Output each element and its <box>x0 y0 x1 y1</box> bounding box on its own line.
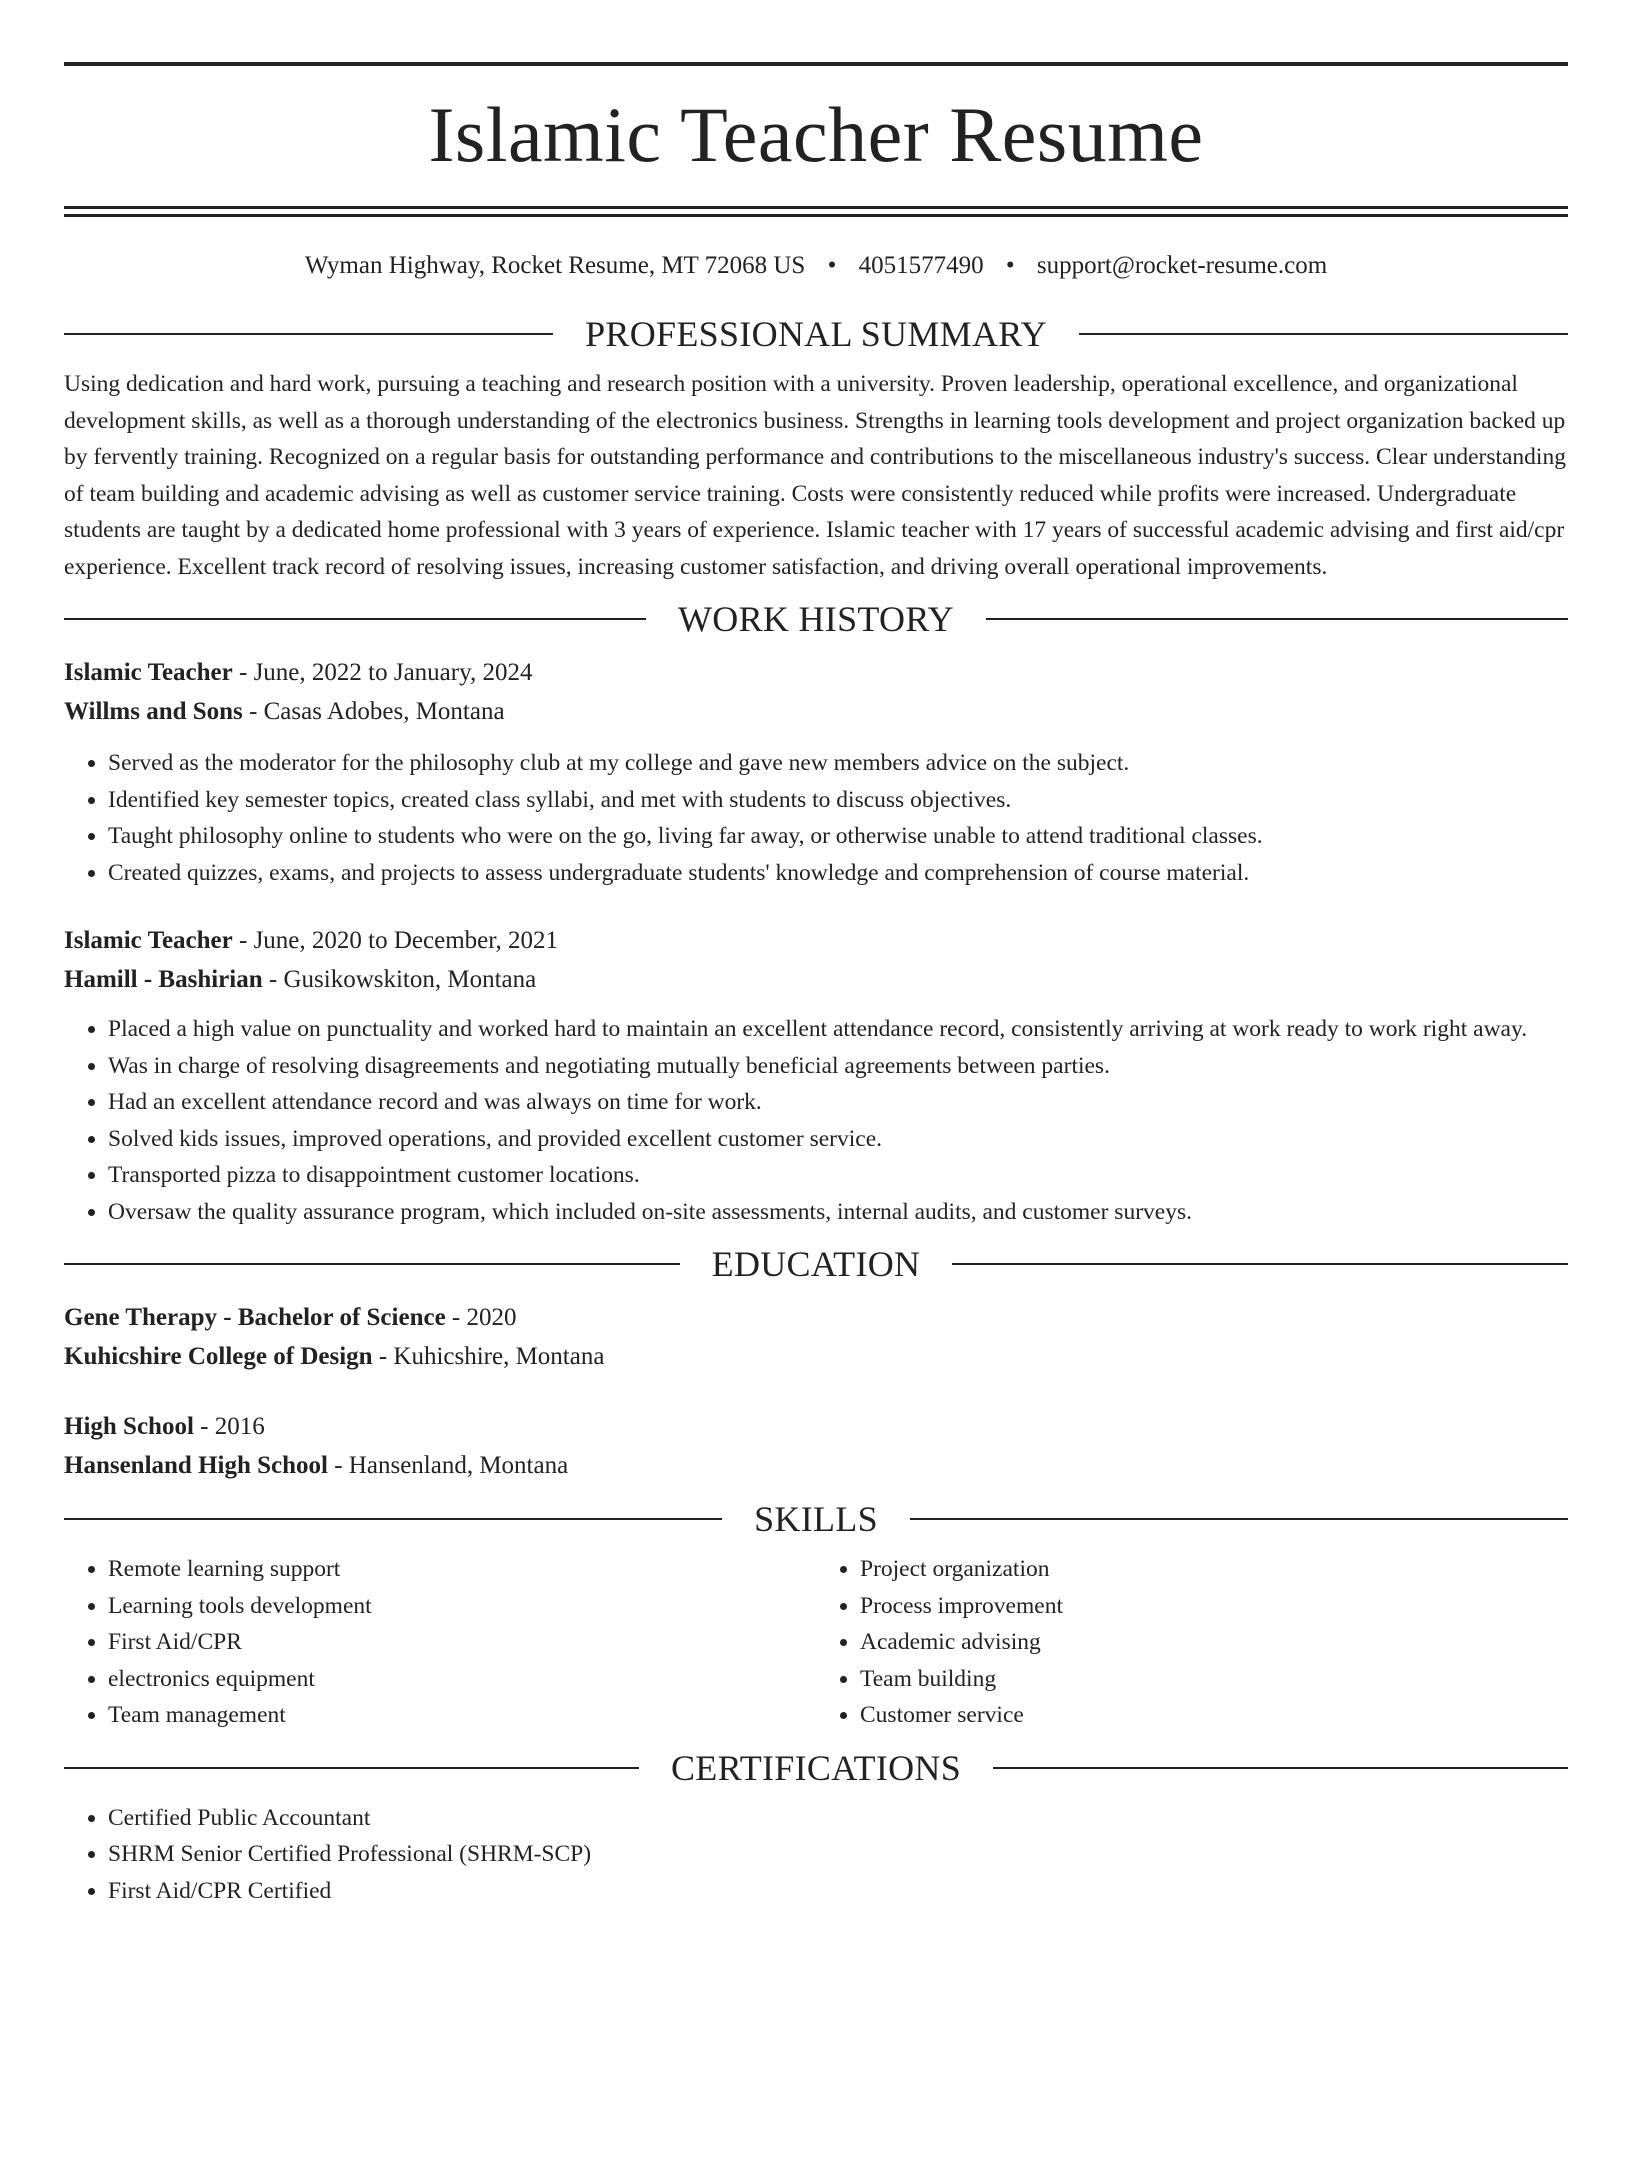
list-item: • Remote learning support <box>108 1551 816 1588</box>
section-heading-education <box>64 1246 1568 1282</box>
section-title: SKILLS <box>754 1499 878 1539</box>
job-company-line <box>64 692 1568 731</box>
section-title: WORK HISTORY <box>678 599 954 639</box>
list-item: • Identified key semester topics, created class syllabi, and met with students to discuss objectives. <box>108 782 1568 819</box>
job-entry <box>64 653 1568 891</box>
job-company-line <box>64 960 1568 999</box>
title-double-rule <box>64 206 1568 217</box>
contact-address: Wyman Highway, Rocket Resume, MT 72068 US <box>304 252 806 279</box>
school-line <box>64 1337 1568 1376</box>
list-item: • Project organization <box>860 1551 1568 1588</box>
contact-separator: • <box>827 252 837 279</box>
degree: High School <box>64 1413 194 1440</box>
list-item: • Was in charge of resolving disagreements and negotiating mutually beneficial agreements between parties. <box>108 1048 1568 1085</box>
resume-title: Islamic Teacher Resume <box>428 91 1204 178</box>
list-item: • Created quizzes, exams, and projects to assess undergraduate students' knowledge and comprehension of course material. <box>108 855 1568 892</box>
section-heading-summary <box>64 316 1568 352</box>
list-item: • Had an excellent attendance record and was always on time for work. <box>108 1084 1568 1121</box>
school: Kuhicshire College of Design <box>64 1343 373 1370</box>
list-item: • Learning tools development <box>108 1588 816 1625</box>
top-rule <box>64 62 1568 66</box>
school-location: - Hansenland, Montana <box>327 1452 569 1479</box>
list-item: • Certified Public Accountant <box>108 1800 1568 1837</box>
job-location: - Gusikowskiton, Montana <box>262 966 537 993</box>
list-item: • First Aid/CPR Certified <box>108 1873 1568 1910</box>
degree-line <box>64 1407 1568 1446</box>
list-item: • Team building <box>860 1661 1568 1698</box>
skills-list-left <box>64 1551 816 1734</box>
heading-rule <box>986 618 1568 620</box>
section-heading-work-history <box>64 601 1568 637</box>
job-bullets <box>64 745 1568 891</box>
list-item: • Team management <box>108 1697 816 1734</box>
list-item: • Academic advising <box>860 1624 1568 1661</box>
degree: Gene Therapy - Bachelor of Science <box>64 1304 446 1331</box>
list-item: • Customer service <box>860 1697 1568 1734</box>
resume-page <box>0 62 1632 2174</box>
list-item: • Transported pizza to disappointment customer locations. <box>108 1157 1568 1194</box>
education-entry <box>64 1298 1568 1376</box>
heading-rule <box>952 1263 1568 1265</box>
graduation-year: - 2020 <box>445 1304 517 1331</box>
job-bullets <box>64 1011 1568 1230</box>
job-title-line <box>64 921 1568 960</box>
school: Hansenland High School <box>64 1452 328 1479</box>
heading-rule <box>910 1518 1568 1520</box>
contact-email: support@rocket-resume.com <box>1036 252 1328 279</box>
list-item: • SHRM Senior Certified Professional (SHRM-SCP) <box>108 1836 1568 1873</box>
list-item: • Served as the moderator for the philosophy club at my college and gave new members advice on the subject. <box>108 745 1568 782</box>
job-company: Hamill - Bashirian <box>64 966 263 993</box>
list-item: • Oversaw the quality assurance program, which included on-site assessments, internal audits, and customer surveys. <box>108 1194 1568 1231</box>
job-title: Islamic Teacher <box>64 927 233 954</box>
job-title: Islamic Teacher <box>64 659 233 686</box>
section-heading-certifications <box>64 1747 1568 1788</box>
list-item: • electronics equipment <box>108 1661 816 1698</box>
heading-rule <box>1079 333 1568 335</box>
list-item: • Solved kids issues, improved operations, and provided excellent customer service. <box>108 1121 1568 1158</box>
job-title-line <box>64 653 1568 692</box>
job-location: - Casas Adobes, Montana <box>242 698 505 725</box>
contact-line <box>64 253 1568 278</box>
heading-rule <box>64 1263 680 1265</box>
graduation-year: - 2016 <box>193 1413 265 1440</box>
section-title: PROFESSIONAL SUMMARY <box>585 314 1047 354</box>
summary-text: Using dedication and hard work, pursuing a teaching and research position with a university. Proven leadership, operational excellence, and organizational development skills, as well as a thorough understanding of the electronics business. Strengths in learning tools development and project organization backed up by fervently training. Recognized on a regular basis for outstanding performance and contributions to the miscellaneous industry's success. Clear understanding of team building and academic advising as well as customer service training. Costs were consistently reduced while profits were increased. Undergraduate students are taught by a dedicated home professional with 3 years of experience. Islamic teacher with 17 years of successful academic advising and first aid/cpr experience. Excellent track record of resolving issues, increasing customer satisfaction, and driving overall operational improvements. <box>64 371 1566 580</box>
list-item: • Taught philosophy online to students who were on the go, living far away, or otherwise unable to attend traditional classes. <box>108 818 1568 855</box>
job-company: Willms and Sons <box>64 698 243 725</box>
contact-phone: 4051577490 <box>858 252 984 279</box>
contact-separator: • <box>1005 252 1015 279</box>
list-item: • Process improvement <box>860 1588 1568 1625</box>
heading-rule <box>993 1767 1568 1769</box>
job-dates: - June, 2022 to January, 2024 <box>232 659 533 686</box>
degree-line <box>64 1298 1568 1337</box>
education-entry <box>64 1407 1568 1485</box>
section-title: EDUCATION <box>711 1244 921 1284</box>
section-heading-skills <box>64 1501 1568 1537</box>
heading-rule <box>64 333 553 335</box>
skills-grid <box>64 1551 1568 1734</box>
heading-rule <box>64 1518 722 1520</box>
job-entry <box>64 921 1568 1230</box>
heading-rule <box>64 618 646 620</box>
school-location: - Kuhicshire, Montana <box>372 1343 605 1370</box>
list-item: • Placed a high value on punctuality and worked hard to maintain an excellent attendance record, consistently arriving at work ready to work right away. <box>108 1011 1568 1048</box>
job-dates: - June, 2020 to December, 2021 <box>232 927 559 954</box>
school-line <box>64 1446 1568 1485</box>
section-title: CERTIFICATIONS <box>670 1747 962 1788</box>
list-item: • First Aid/CPR <box>108 1624 816 1661</box>
skills-list-right <box>816 1551 1568 1734</box>
certifications-list <box>64 1800 1568 1910</box>
heading-rule <box>64 1767 639 1769</box>
